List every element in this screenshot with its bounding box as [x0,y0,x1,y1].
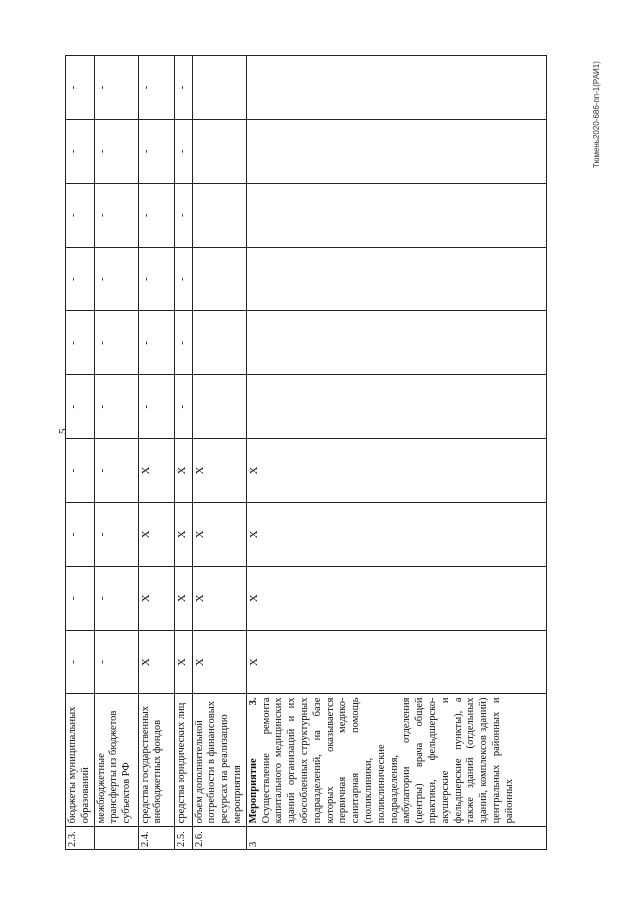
row-name-text: средства государственных внебюджетных фондов [139,705,164,824]
footer-code: Тюмень2020-686-пп-1(РАИ1) [592,61,601,168]
value-cell: - [138,247,174,311]
value-cell: X [174,566,192,630]
value-cell: - [94,56,138,120]
row-name [192,694,246,827]
value-cell: - [66,183,95,247]
row-name [138,694,174,827]
value-cell: - [174,56,192,120]
table-row [138,56,174,850]
row-number: 3 [246,827,546,850]
value-cell [246,311,546,375]
row-number [94,827,138,850]
row-number: 2.5. [174,827,192,850]
value-cell: X [246,502,546,566]
page-number: 5 [57,428,69,434]
value-cell [192,119,246,183]
value-cell: - [66,439,95,503]
value-cell: X [174,439,192,503]
value-cell: - [66,247,95,311]
value-cell: - [138,119,174,183]
row-name-text: Осуществление ремонта капитального медицинских зданий организаций и их обособленных структурных подразделений, на базе которых оказывается первичная медико-санитарная помощь (поликлиники, поликлинические подразделения, амбулатории отделения (центры) врача общей практики, фельдшерско-акушерские и фельдшерские пункты), а также зданий (отдельных зданий, комплексов зданий) центральных районных и районных [260,697,515,824]
table-row [174,56,192,850]
value-cell: - [94,502,138,566]
value-cell: - [66,502,95,566]
value-cell: - [66,630,95,694]
value-cell: X [138,502,174,566]
row-name-text: межбюджетные трансферты из бюджетов субъектов РФ [95,710,133,824]
value-cell [246,119,546,183]
value-cell: - [174,119,192,183]
value-cell: X [246,630,546,694]
value-cell: X [246,439,546,503]
value-cell [246,247,546,311]
value-cell: - [94,183,138,247]
rotated-page [65,55,600,850]
value-cell: - [66,311,95,375]
value-cell: - [174,311,192,375]
row-name [174,694,192,827]
value-cell [246,183,546,247]
value-cell [246,375,546,439]
value-cell: X [192,630,246,694]
row-name-text: объем дополнительной потребности в финансовых ресурсах на реализацию мероприятия [193,700,243,824]
value-cell [192,247,246,311]
value-cell: - [94,630,138,694]
value-cell: - [66,375,95,439]
value-cell: - [138,311,174,375]
value-cell: - [174,183,192,247]
value-cell: X [174,630,192,694]
value-cell [246,56,546,120]
value-cell [192,56,246,120]
value-cell: - [174,247,192,311]
value-cell: - [138,375,174,439]
value-cell: X [192,566,246,630]
row-name-bold: Мероприятие 3. [247,697,259,824]
value-cell [192,311,246,375]
value-cell: - [94,311,138,375]
value-cell: - [94,566,138,630]
finance-table [65,55,547,850]
value-cell: X [246,566,546,630]
value-cell [192,183,246,247]
row-number: 2.4. [138,827,174,850]
value-cell: - [94,119,138,183]
row-name-text: бюджеты муниципальных образований [67,706,91,824]
value-cell: - [174,375,192,439]
value-cell: X [192,439,246,503]
value-cell [192,375,246,439]
value-cell: X [138,630,174,694]
row-name [94,694,138,827]
value-cell: - [138,56,174,120]
value-cell: - [138,183,174,247]
row-name-text: средства юридических лиц [175,702,187,824]
row-number: 2.3. [66,827,95,850]
value-cell: - [94,247,138,311]
row-number: 2.6. [192,827,246,850]
value-cell: - [94,375,138,439]
value-cell: X [138,439,174,503]
row-name [66,694,95,827]
table-row [66,56,95,850]
value-cell: X [192,502,246,566]
table-row [246,56,546,850]
value-cell: - [66,56,95,120]
value-cell: - [66,566,95,630]
value-cell: - [66,119,95,183]
table-row [94,56,138,850]
value-cell: X [138,566,174,630]
value-cell: X [174,502,192,566]
row-name [246,694,546,827]
table-row [192,56,246,850]
value-cell: - [94,439,138,503]
